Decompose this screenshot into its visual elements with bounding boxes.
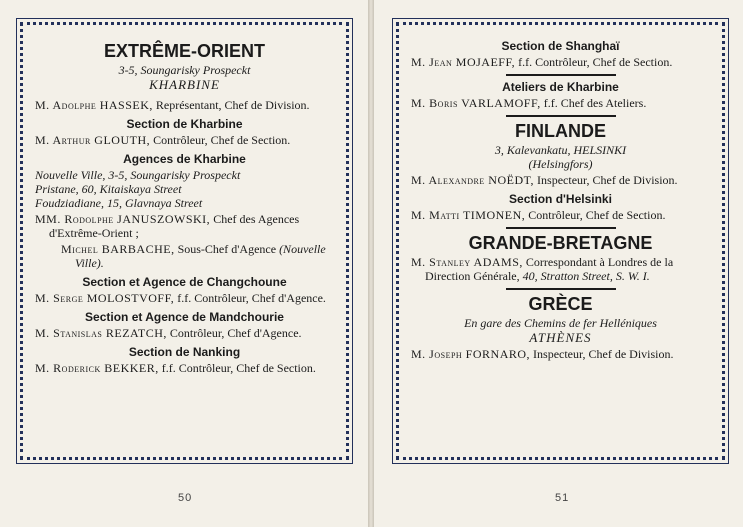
entry-address: 40, Stratton Street, S. W. I. [522, 269, 650, 283]
page-number: 50 [178, 492, 193, 504]
entry-role: f.f. Chef des Ateliers. [543, 96, 647, 110]
entry-adams [411, 255, 710, 283]
extreme-orient-address: 3-5, Soungarisky Prospeckt [118, 63, 251, 77]
divider-rule [506, 115, 616, 117]
agence-location: Foudziadiane, 15, Glavnaya Street [35, 196, 203, 210]
entry-name: M. Arthur GLOUTH, [35, 133, 151, 147]
entry-role: f.f. Contrôleur, Chef de Section. [518, 55, 673, 69]
entry-bekker [35, 361, 334, 375]
divider-rule [506, 74, 616, 76]
entry-name: M. Stanislas REZATCH, [35, 326, 167, 340]
entry-noedt [411, 173, 710, 187]
entry-name: M. Alexandre NOËDT, [411, 173, 535, 187]
entry-rezatch [35, 326, 334, 340]
entry-name: M. Jean MOJAEFF, [411, 55, 516, 69]
entry-role: Représentant, Chef de Division. [155, 98, 310, 112]
entry-mojaeff [411, 55, 710, 69]
entry-fornaro [411, 347, 710, 361]
right-page [374, 0, 743, 527]
entry-name: Michel BARBACHE, [61, 242, 175, 256]
grece-city: ATHÈNES [529, 330, 592, 345]
entry-role: Inspecteur, Chef de Division. [533, 347, 674, 361]
finlande-address: 3, Kalevankatu, HELSINKI [494, 143, 627, 157]
entry-name: MM. Rodolphe JANUSZOWSKI, [35, 212, 211, 226]
entry-role: Sous-Chef d'Agence [177, 242, 277, 256]
extreme-orient-city: KHARBINE [149, 77, 220, 92]
section-title-kharbine: Section de Kharbine [126, 117, 243, 131]
agence-location: Nouvelle Ville, 3-5, Soungarisky Prospeckt [35, 168, 241, 182]
left-page-frame [20, 22, 349, 460]
entry-molostvoff [35, 291, 334, 305]
entry-role: Correspondant à Londres de la Direction Générale, [425, 255, 674, 283]
entry-role: Contrôleur, Chef de Section. [153, 133, 291, 147]
entry-role: Chef des Agences d'Extrême-Orient ; [49, 212, 300, 240]
section-title-mandchourie: Section et Agence de Mandchourie [85, 310, 284, 324]
left-page [0, 0, 368, 527]
entry-name: M. Serge MOLOSTVOFF, [35, 291, 175, 305]
grece-address: En gare des Chemins de fer Helléniques [464, 316, 657, 330]
entry-timonen [411, 208, 710, 222]
entry-role: Contrôleur, Chef de Section. [528, 208, 666, 222]
region-title-grece: GRÈCE [528, 294, 593, 314]
entry-role: f.f. Contrôleur, Chef d'Agence. [177, 291, 326, 305]
entry-hassek [35, 98, 334, 112]
entry-name: M. Matti TIMONEN, [411, 208, 526, 222]
entry-name: M. Roderick BEKKER, [35, 361, 159, 375]
divider-rule [506, 227, 616, 229]
right-page-frame [396, 22, 725, 460]
region-title-extreme-orient: EXTRÊME-ORIENT [103, 41, 265, 61]
entry-varlamoff [411, 96, 710, 110]
region-title-finlande: FINLANDE [515, 121, 606, 141]
section-title-agences: Agences de Kharbine [123, 152, 246, 166]
entry-role: Inspecteur, Chef de Division. [537, 173, 678, 187]
section-title-helsinki: Section d'Helsinki [509, 192, 612, 206]
section-title-ateliers: Ateliers de Kharbine [502, 80, 619, 94]
section-title-changchoune: Section et Agence de Changchoune [82, 275, 287, 289]
section-title-nanking: Section de Nanking [128, 345, 241, 359]
entry-note: (Nouvelle Ville). [75, 242, 326, 270]
entry-glouth [35, 133, 334, 147]
divider-rule [506, 288, 616, 290]
entry-barbache [35, 242, 334, 270]
agence-location: Pristane, 60, Kitaiskaya Street [35, 182, 182, 196]
entry-role: f.f. Contrôleur, Chef de Section. [161, 361, 316, 375]
entry-januszowski [35, 212, 334, 240]
region-title-grande-bretagne: GRANDE-BRETAGNE [468, 233, 653, 253]
entry-name: M. Adolphe HASSEK, [35, 98, 153, 112]
finlande-address-note: (Helsingfors) [528, 157, 593, 171]
entry-name: M. Boris VARLAMOFF, [411, 96, 541, 110]
section-title-shanghai: Section de Shanghaï [501, 39, 620, 53]
entry-role: Contrôleur, Chef d'Agence. [169, 326, 302, 340]
page-number: 51 [555, 492, 570, 504]
entry-name: M. Stanley ADAMS, [411, 255, 523, 269]
entry-name: M. Joseph FORNARO, [411, 347, 531, 361]
